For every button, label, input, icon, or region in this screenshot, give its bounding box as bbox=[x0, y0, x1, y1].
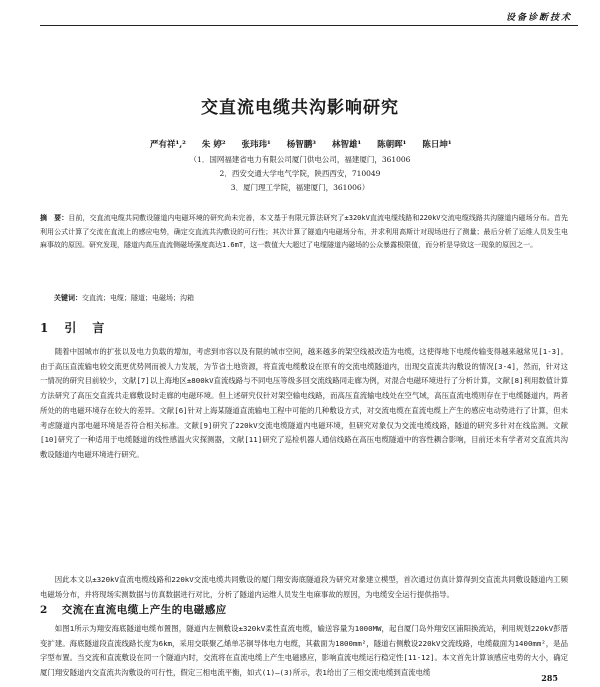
section-heading bbox=[40, 319, 106, 336]
abstract-label: 摘 要： bbox=[40, 213, 69, 222]
author: 严有祥¹,² bbox=[150, 140, 186, 150]
author: 林智雄¹ bbox=[331, 140, 362, 150]
section-heading bbox=[40, 602, 227, 617]
author: 杨智鹏³ bbox=[286, 140, 316, 150]
section-title: 引 言 bbox=[64, 321, 107, 335]
paper-title: 交直流电缆共沟影响研究 bbox=[201, 98, 399, 118]
author: 朱 婷² bbox=[201, 140, 226, 150]
author: 陈朝晖¹ bbox=[377, 140, 407, 150]
section-number: 2 bbox=[40, 604, 48, 616]
body-paragraph: 因此本文以±320kV直流电缆线路和220kV交流电缆共同敷设的厦门翔安海底隧道段为研究对象建立模型，首次通过仿真计算得到交直流共同敷设隧道内工频电磁场分布，并将现场实测数据与仿真数据进行对比，分析了隧道内运维人员发生电麻事故的原因，为电缆安全运行提供指导。 bbox=[40, 575, 568, 599]
section-title: 交流在直流电缆上产生的电磁感应 bbox=[61, 604, 227, 616]
author: 张玮玮¹ bbox=[241, 140, 271, 150]
affiliation-block bbox=[0, 153, 600, 195]
body-paragraph: 如图1所示为翔安海底隧道电缆布置图，隧道内左侧敷设±320kV柔性直流电缆，输送容量为1000MW，起自厦门岛外翔安区浦阳换流站，利用规划220kV彭厝变扩建。海底隧道段直流线路长度为6km，采用交联聚乙烯单芯铜导体电力电缆，其截面为1800mm²，隧道右侧敷设220kV交流线路，电缆截面为1400mm²，是品字型布置。当交流和直流敷设在同一个隧道内时，交流将在直流电缆上产生电磁感应，影响直流电缆运行稳定性[11-12]。本文首先计算该感应电势的大小，确定厦门翔安隧道内交直流共沟敷设的可行性，假定三相电流平衡，如式(1)—(3)所示，表1给出了三相交流电缆到直流电缆 bbox=[40, 624, 568, 678]
abstract bbox=[40, 211, 568, 253]
page-number: 285 bbox=[541, 673, 558, 683]
header-rule bbox=[40, 25, 578, 26]
affiliation: （1．国网福建省电力有限公司厦门供电公司，福建厦门，361006 bbox=[189, 155, 411, 164]
body-paragraph: 随着中国城市的扩张以及电力负载的增加，考虑到市容以及有限的城市空间，越来越多的架空线被改造为电缆，这使得地下电缆传输变得越来越常见[1-3]。由于高压直流输电较交流更优势网而被人力发展，为节省土地资源，将直流电缆敷设在原有的交流电缆隧道内，出现交直流共沟敷设的情况[3-4]，然而，针对这一情况的研究目前较少，文献[7]以上海地区±800kV直流线路与不同电压等级多回交流线路同走廊为例，对混合电磁环境进行了分析计算，文献[8]利用数值计算方法研究了高压交直流共走廊敷设时走廊的电磁环境。但上述研究仅针对架空输电线路，而高压直流输电线处在空气域，高压直流电缆则存在于电缆隧道内，两者所处的的电磁环境存在较大的差异。文献[6]针对上海某隧道直流输电工程中可能的几种敷设方式，对交流电缆在直流电缆上产生的感应电动势进行了计算，但未考虑隧道内部电磁环境是否符合相关标准。文献[9]研究了220kV交流电缆隧道内电磁环境，但研究对象仅为交流电缆线路，隧道的研究多针对在线监测。文献[10]研究了一种适用于电缆隧道的线性感温火灾探测器，文献[11]研究了巡检机器人通信线路在高压电缆隧道中的容性耦合影响，目前还未有学者对交直流共沟敷设隧道内电磁环境进行研究。 bbox=[40, 347, 568, 459]
journal-section-tag: 设备诊断技术 bbox=[505, 13, 572, 23]
keywords bbox=[54, 293, 554, 303]
keywords-label: 关键词： bbox=[54, 293, 82, 302]
section-number: 1 bbox=[40, 321, 51, 335]
abstract-text: 目前，交直流电缆共同敷设隧道内电磁环境的研究尚未完善，本文基于有限元算法研究了±320kV直流电缆线路和220kV交流电缆线路共沟隧道内磁场分布。首先利用公式计算了交流在直流上的感应电势，确定交直流共沟敷设的可行性；其次计算了隧道内电磁场分布，并求利用高斯计对现场进行了测量；最后分析了运维人员发生电麻事故的原因。研究发现，隧道内高压直流侧磁场强度高达1.6mT，这一数值大大超过了电缆隧道内磁场的公众暴露极限值，而分析是导致这一现象的原因之一。 bbox=[40, 214, 568, 250]
author-list bbox=[150, 138, 490, 150]
affiliation: 3．厦门理工学院，福建厦门，361006） bbox=[230, 183, 370, 192]
author: 陈日坤¹ bbox=[422, 140, 452, 150]
affiliation: 2．西安交通大学电气学院，陕西西安，710049 bbox=[219, 169, 381, 178]
keywords-text: 交直流；电缆；隧道；电磁场；沟箱 bbox=[82, 294, 194, 302]
